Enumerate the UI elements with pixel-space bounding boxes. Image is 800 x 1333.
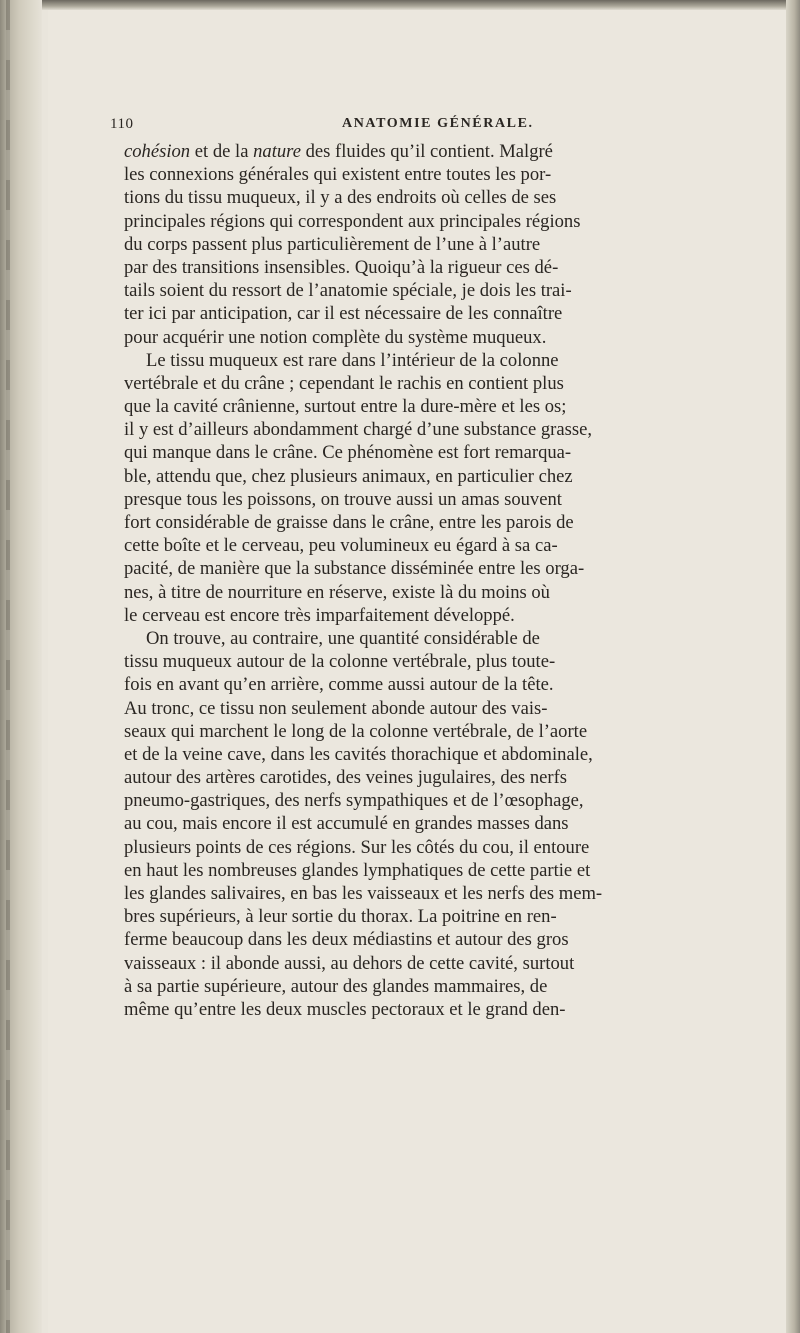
page-number: 110 (110, 116, 134, 132)
paragraph-start-line: On trouve, au contraire, une quantité considérable de (146, 627, 540, 649)
text-line: et de la veine cave, dans les cavités thorachique et abdominale, (124, 743, 593, 765)
text-line: pacité, de manière que la substance disséminée entre les orga- (124, 558, 585, 580)
text-line: en haut les nombreuses glandes lymphatiques de cette partie et (124, 859, 591, 881)
running-title: ANATOMIE GÉNÉRALE. (342, 116, 534, 131)
page-header (110, 116, 670, 138)
italic-word: nature (253, 141, 301, 162)
text-line (124, 140, 794, 163)
text-line: du corps passent plus particulièrement de l’une à l’autre (124, 233, 541, 255)
paragraph-start-line: Le tissu muqueux est rare dans l’intérieur de la colonne (146, 349, 559, 371)
book-binding-edge (0, 0, 42, 1333)
text-line: les connexions générales qui existent entre toutes les por- (124, 164, 552, 186)
text-line: nes, à titre de nourriture en réserve, existe là du moins où (124, 581, 550, 603)
text-line: vaisseaux : il abonde aussi, au dehors de cette cavité, surtout (124, 952, 575, 974)
text-line: vertébrale et du crâne ; cependant le rachis en contient plus (124, 372, 564, 394)
text-line: au cou, mais encore il est accumulé en grandes masses dans (124, 813, 569, 835)
text-line: à sa partie supérieure, autour des glandes mammaires, de (124, 975, 548, 997)
text-line: pour acquérir une notion complète du système muqueux. (124, 326, 547, 348)
text-line: seaux qui marchent le long de la colonne vertébrale, de l’aorte (124, 720, 588, 742)
text-line: tissu muqueux autour de la colonne vertébrale, plus toute- (124, 651, 556, 673)
text-line: tails soient du ressort de l’anatomie spéciale, je dois les trai- (124, 280, 572, 302)
text-line: plusieurs points de ces régions. Sur les côtés du cou, il entoure (124, 836, 590, 858)
text-line: fois en avant qu’en arrière, comme aussi autour de la tête. (124, 674, 554, 696)
text-line: presque tous les poissons, on trouve aussi un amas souvent (124, 488, 562, 510)
text-line: les glandes salivaires, en bas les vaisseaux et les nerfs des mem- (124, 883, 603, 904)
text-line: ferme beaucoup dans les deux médiastins et autour des gros (124, 929, 569, 951)
text-line: que la cavité crânienne, surtout entre la dure-mère et les os; (124, 396, 567, 418)
text-line: qui manque dans le crâne. Ce phénomène est fort remarqua- (124, 442, 572, 464)
text-line: bres supérieurs, à leur sortie du thorax. La poitrine en ren- (124, 906, 557, 928)
page-top-shadow (0, 0, 800, 10)
text-line: tions du tissu muqueux, il y a des endroits où celles de ses (124, 187, 557, 209)
text-line: principales régions qui correspondent aux principales régions (124, 210, 581, 232)
text-line: par des transitions insensibles. Quoiqu’à la rigueur ces dé- (124, 256, 559, 278)
text-span: des fluides qu’il contient. Malgré (300, 141, 553, 162)
text-line: ter ici par anticipation, car il est nécessaire de les connaître (124, 303, 563, 325)
text-line: cette boîte et le cerveau, peu volumineux eu égard à sa ca- (124, 535, 558, 557)
text-line: ble, attendu que, chez plusieurs animaux, en particulier chez (124, 465, 573, 487)
italic-word: cohésion (124, 141, 191, 162)
text-span: et de la (190, 141, 254, 162)
text-line: même qu’entre les deux muscles pectoraux et le grand den- (124, 998, 566, 1020)
page-body-text (124, 140, 794, 1021)
text-line: Au tronc, ce tissu non seulement abonde autour des vais- (124, 697, 548, 719)
text-line: pneumo-gastriques, des nerfs sympathiques et de l’œsophage, (124, 790, 584, 812)
text-line: fort considérable de graisse dans le crâne, entre les parois de (124, 512, 574, 533)
text-line: le cerveau est encore très imparfaitement développé. (124, 604, 515, 626)
text-line: il y est d’ailleurs abondamment chargé d’une substance grasse, (124, 419, 592, 441)
text-line: autour des artères carotides, des veines jugulaires, des nerfs (124, 767, 567, 789)
